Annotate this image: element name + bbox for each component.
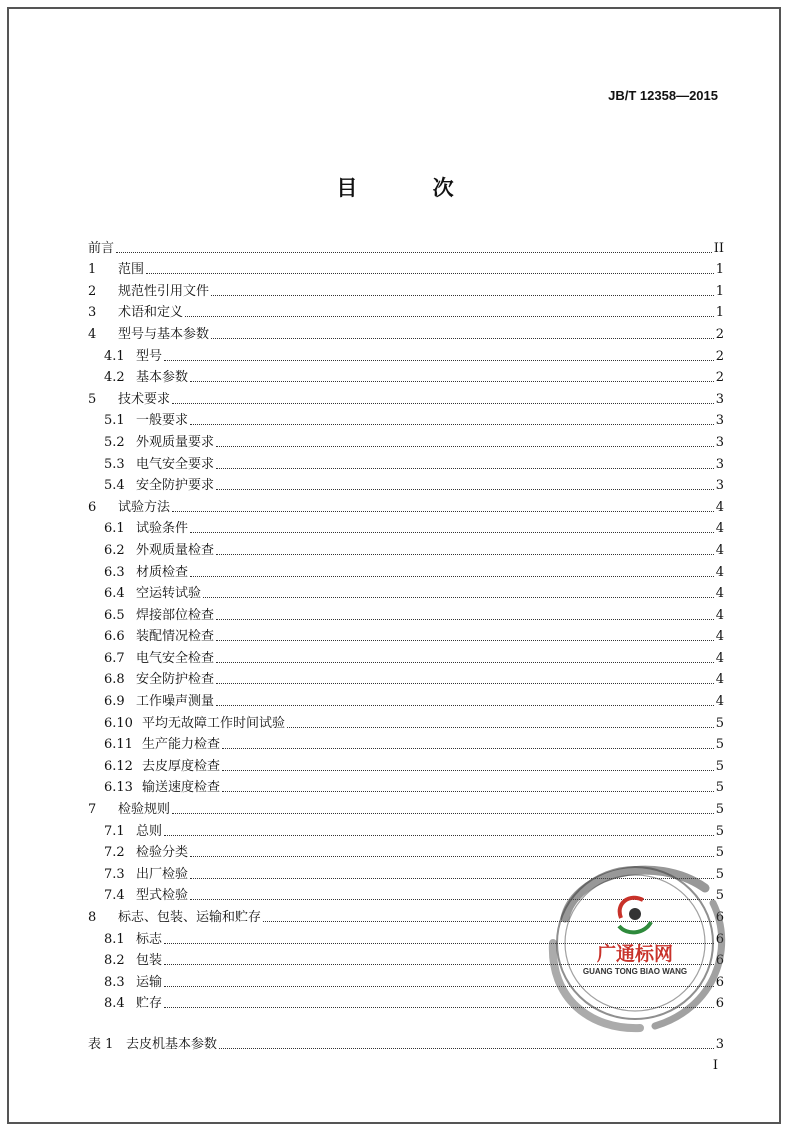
toc-entry-number: 8.2 bbox=[104, 953, 125, 969]
toc-dot-leader bbox=[185, 316, 714, 317]
toc-page-number: 5 bbox=[715, 845, 724, 861]
toc-entry-number: 6 bbox=[88, 499, 97, 515]
toc-entry-title: 安全防护检查 bbox=[136, 672, 215, 688]
toc-entry-number: 6.1 bbox=[104, 521, 125, 537]
toc-dot-leader bbox=[190, 381, 714, 382]
toc-entry-title: 材质检查 bbox=[136, 564, 189, 580]
toc-entry-number: 6.11 bbox=[104, 737, 133, 753]
toc-entry-title: 技术要求 bbox=[118, 391, 171, 407]
toc-row[interactable] bbox=[88, 559, 724, 581]
toc-dot-leader bbox=[211, 295, 714, 296]
toc-dot-leader bbox=[216, 662, 714, 663]
toc-entry-label bbox=[88, 651, 214, 667]
toc-entry-number: 6.9 bbox=[104, 694, 125, 710]
toc-entry-title: 术语和定义 bbox=[118, 305, 184, 321]
toc-page-number: 3 bbox=[715, 434, 724, 450]
toc-entry-label bbox=[88, 672, 214, 688]
toc-entry-label bbox=[88, 262, 144, 278]
toc-dot-leader bbox=[164, 835, 714, 836]
toc-entry-title: 电气安全要求 bbox=[136, 456, 215, 472]
toc-entry-title: 标志 bbox=[136, 931, 163, 947]
toc-entry-label bbox=[88, 888, 188, 904]
toc-row[interactable] bbox=[88, 667, 724, 689]
toc-entry-title: 范围 bbox=[118, 262, 145, 278]
toc-page-number: 3 bbox=[715, 413, 724, 429]
toc-page-number: 2 bbox=[715, 348, 724, 364]
toc-row[interactable] bbox=[88, 494, 724, 516]
toc-entry-label bbox=[88, 284, 209, 300]
toc-dot-leader bbox=[172, 403, 714, 404]
toc-row[interactable] bbox=[88, 429, 724, 451]
toc-entry-number: 1 bbox=[88, 262, 97, 278]
toc-row[interactable] bbox=[88, 581, 724, 603]
toc-entry-title: 去皮机基本参数 bbox=[126, 1036, 218, 1052]
toc-row[interactable] bbox=[88, 645, 724, 667]
toc-entry-number: 4.2 bbox=[104, 370, 125, 386]
toc-dot-leader bbox=[216, 554, 714, 555]
toc-page-number: 4 bbox=[715, 607, 724, 623]
toc-entry-label bbox=[88, 565, 188, 581]
logo-green-swoosh bbox=[619, 922, 651, 932]
toc-dot-leader bbox=[222, 770, 714, 771]
toc-entry-label bbox=[88, 608, 214, 624]
toc-entry-label bbox=[88, 780, 220, 796]
toc-entry-label bbox=[88, 478, 214, 494]
toc-dot-leader bbox=[216, 705, 714, 706]
toc-entry-title: 生产能力检查 bbox=[142, 737, 221, 753]
toc-entry-title: 型号 bbox=[136, 348, 163, 364]
toc-page-number: 4 bbox=[715, 499, 724, 515]
toc-entry-number: 6.5 bbox=[104, 607, 125, 623]
toc-entry-title: 电气安全检查 bbox=[136, 650, 215, 666]
toc-page-number: 5 bbox=[715, 715, 724, 731]
toc-dot-leader bbox=[216, 619, 714, 620]
toc-page-number: II bbox=[713, 240, 724, 256]
toc-entry-number: 5.2 bbox=[104, 434, 125, 450]
toc-entry-title: 空运转试验 bbox=[136, 586, 202, 602]
toc-entry-number: 8.3 bbox=[104, 974, 125, 990]
toc-row[interactable] bbox=[88, 235, 724, 257]
toc-page-number: 4 bbox=[715, 694, 724, 710]
toc-row[interactable] bbox=[88, 796, 724, 818]
toc-row[interactable] bbox=[88, 516, 724, 538]
toc-page-number: 4 bbox=[715, 586, 724, 602]
toc-entry-number: 6.10 bbox=[104, 715, 133, 731]
toc-page-number: 1 bbox=[715, 305, 724, 321]
toc-entry-label bbox=[88, 586, 201, 602]
toc-page-number: 4 bbox=[715, 564, 724, 580]
toc-entry-number: 6.6 bbox=[104, 629, 125, 645]
toc-entry-title: 焊接部位检查 bbox=[136, 607, 215, 623]
toc-dot-leader bbox=[172, 813, 714, 814]
toc-dot-leader bbox=[216, 446, 714, 447]
toc-page-number: 6 bbox=[715, 974, 724, 990]
toc-page-number: 5 bbox=[715, 737, 724, 753]
toc-row[interactable] bbox=[88, 688, 724, 710]
toc-row[interactable] bbox=[88, 321, 724, 343]
toc-entry-title: 外观质量检查 bbox=[136, 542, 215, 558]
toc-entry-number: 6.3 bbox=[104, 564, 125, 580]
toc-entry-number: 7.4 bbox=[104, 888, 125, 904]
toc-row[interactable] bbox=[88, 624, 724, 646]
toc-page-number: 5 bbox=[715, 802, 724, 818]
watermark-cn-text: 广通标网 bbox=[596, 943, 674, 965]
toc-entry-title: 去皮厚度检查 bbox=[142, 758, 221, 774]
toc-entry-title: 包装 bbox=[136, 953, 163, 969]
toc-page-number: 2 bbox=[715, 326, 724, 342]
toc-entry-label bbox=[88, 845, 188, 861]
toc-page-number: 6 bbox=[715, 910, 724, 925]
toc-row[interactable] bbox=[88, 278, 724, 300]
toc-entry-label bbox=[88, 953, 162, 969]
toc-entry-title: 平均无故障工作时间试验 bbox=[142, 715, 286, 731]
toc-entry-number: 2 bbox=[88, 283, 97, 299]
toc-entry-label bbox=[88, 457, 214, 473]
toc-entry-number: 5.1 bbox=[104, 413, 125, 429]
toc-entry-title: 型式检验 bbox=[136, 888, 189, 904]
toc-entry-label bbox=[88, 1037, 217, 1053]
toc-entry-label bbox=[88, 932, 162, 948]
toc-dot-leader bbox=[190, 532, 714, 533]
toc-page-number: 6 bbox=[715, 996, 724, 1012]
toc-row[interactable] bbox=[88, 473, 724, 495]
toc-dot-leader bbox=[116, 252, 712, 253]
toc-page-number: 4 bbox=[715, 672, 724, 688]
toc-entry-label bbox=[88, 802, 170, 818]
toc-entry-number: 8.1 bbox=[104, 931, 125, 947]
toc-entry-label bbox=[88, 392, 170, 408]
toc-entry-title: 规范性引用文件 bbox=[118, 283, 210, 299]
toc-dot-leader bbox=[146, 273, 714, 274]
toc-dot-leader bbox=[219, 1048, 714, 1049]
toc-page-number: 5 bbox=[715, 758, 724, 774]
toc-row[interactable] bbox=[88, 818, 724, 840]
toc-row[interactable] bbox=[88, 537, 724, 559]
toc-page-number: 6 bbox=[715, 953, 724, 969]
toc-page-number: 3 bbox=[715, 478, 724, 494]
toc-entry-label bbox=[88, 910, 261, 926]
toc-dot-leader bbox=[216, 489, 714, 490]
toc-page-number: 5 bbox=[715, 888, 724, 904]
toc-entry-label bbox=[88, 241, 114, 257]
toc-entry-title: 标志、包装、运输和贮存 bbox=[118, 910, 262, 925]
toc-entry-number: 6.2 bbox=[104, 542, 125, 558]
toc-entry-label bbox=[88, 521, 188, 537]
toc-entry-number: 表 1 bbox=[88, 1036, 114, 1052]
toc-dot-leader bbox=[216, 468, 714, 469]
toc-entry-number: 5.4 bbox=[104, 478, 125, 494]
toc-entry-label bbox=[88, 867, 188, 883]
toc-entry-title: 前言 bbox=[88, 240, 115, 256]
toc-entry-title: 检验规则 bbox=[118, 802, 171, 818]
toc-entry-number: 6.8 bbox=[104, 672, 125, 688]
toc-page-number: 4 bbox=[715, 650, 724, 666]
toc-entry-title: 总则 bbox=[136, 823, 163, 839]
toc-dot-leader bbox=[222, 791, 714, 792]
toc-entry-number: 6.7 bbox=[104, 650, 125, 666]
toc-dot-leader bbox=[211, 338, 714, 339]
toc-page-number: 5 bbox=[715, 823, 724, 839]
toc-entry-number: 4 bbox=[88, 326, 97, 342]
toc-entry-label bbox=[88, 435, 214, 451]
toc-entry-label bbox=[88, 349, 162, 365]
toc-entry-number: 6.4 bbox=[104, 586, 125, 602]
toc-dot-leader bbox=[164, 360, 714, 361]
toc-row[interactable] bbox=[88, 753, 724, 775]
toc-entry-title: 基本参数 bbox=[136, 370, 189, 386]
toc-row[interactable] bbox=[88, 343, 724, 365]
toc-entry-label bbox=[88, 759, 220, 775]
toc-dot-leader bbox=[172, 511, 714, 512]
toc-entry-number: 3 bbox=[88, 305, 97, 321]
toc-entry-label bbox=[88, 824, 162, 840]
logo-mark-icon bbox=[619, 898, 651, 933]
toc-entry-title: 安全防护要求 bbox=[136, 478, 215, 494]
standard-code: JB/T 12358—2015 bbox=[608, 88, 718, 103]
toc-entry-number: 7 bbox=[88, 802, 97, 818]
toc-page-number: 5 bbox=[715, 780, 724, 796]
toc-entry-title: 检验分类 bbox=[136, 845, 189, 861]
toc-page-number: 4 bbox=[715, 521, 724, 537]
toc-entry-number: 7.3 bbox=[104, 866, 125, 882]
toc-entry-title: 外观质量要求 bbox=[136, 434, 215, 450]
toc-row[interactable] bbox=[88, 732, 724, 754]
toc-entry-label bbox=[88, 370, 188, 386]
toc-page-number: 3 bbox=[715, 391, 724, 407]
toc-row[interactable] bbox=[88, 710, 724, 732]
toc-row[interactable] bbox=[88, 257, 724, 279]
toc-entry-label bbox=[88, 737, 220, 753]
toc-entry-title: 装配情况检查 bbox=[136, 629, 215, 645]
toc-entry-number: 7.2 bbox=[104, 845, 125, 861]
toc-dot-leader bbox=[203, 597, 714, 598]
toc-row[interactable] bbox=[88, 775, 724, 797]
toc-dot-leader bbox=[222, 748, 714, 749]
toc-dot-leader bbox=[190, 424, 714, 425]
toc-page-number: 3 bbox=[715, 1036, 724, 1052]
toc-entry-number: 6.13 bbox=[104, 780, 133, 796]
toc-page-number: 1 bbox=[715, 283, 724, 299]
toc-entry-label bbox=[88, 543, 214, 559]
toc-page-number: 4 bbox=[715, 629, 724, 645]
toc-page-number: 5 bbox=[715, 866, 724, 882]
toc-entry-number: 8.4 bbox=[104, 996, 125, 1012]
toc-entry-title: 试验条件 bbox=[136, 521, 189, 537]
toc-entry-number: 5 bbox=[88, 391, 97, 407]
toc-entry-title: 试验方法 bbox=[118, 499, 171, 515]
toc-entry-label bbox=[88, 629, 214, 645]
toc-page-number: 6 bbox=[715, 931, 724, 947]
toc-row[interactable] bbox=[88, 451, 724, 473]
toc-page-number: 3 bbox=[715, 456, 724, 472]
toc-page-number: 1 bbox=[715, 262, 724, 278]
toc-entry-label bbox=[88, 716, 285, 732]
toc-entry-title: 型号与基本参数 bbox=[118, 326, 210, 342]
toc-entry-label bbox=[88, 413, 188, 429]
toc-entry-label bbox=[88, 975, 162, 991]
toc-entry-label bbox=[88, 996, 162, 1012]
toc-row[interactable] bbox=[88, 408, 724, 430]
toc-dot-leader bbox=[190, 576, 714, 577]
toc-entry-number: 6.12 bbox=[104, 758, 133, 774]
toc-entry-title: 运输 bbox=[136, 974, 163, 990]
toc-row[interactable] bbox=[88, 386, 724, 408]
toc-page-number: 4 bbox=[715, 542, 724, 558]
toc-entry-number: 8 bbox=[88, 910, 97, 925]
toc-entry-label bbox=[88, 305, 183, 321]
watermark-logo bbox=[535, 848, 735, 1038]
toc-entry-number: 4.1 bbox=[104, 348, 125, 364]
toc-dot-leader bbox=[287, 727, 714, 728]
toc-row[interactable] bbox=[88, 602, 724, 624]
toc-row[interactable] bbox=[88, 365, 724, 387]
toc-entry-label bbox=[88, 694, 214, 710]
logo-dot bbox=[629, 908, 641, 920]
toc-entry-title: 输送速度检查 bbox=[142, 780, 221, 796]
toc-entry-label bbox=[88, 500, 170, 516]
page-title: 目 次 bbox=[336, 175, 488, 200]
toc-row[interactable] bbox=[88, 300, 724, 322]
toc-entry-label bbox=[88, 327, 209, 343]
toc-dot-leader bbox=[216, 640, 714, 641]
toc-entry-title: 出厂检验 bbox=[136, 866, 189, 882]
toc-entry-title: 一般要求 bbox=[136, 413, 189, 429]
toc-entry-number: 5.3 bbox=[104, 456, 125, 472]
toc-page-number: 2 bbox=[715, 370, 724, 386]
toc-entry-title: 工作噪声测量 bbox=[136, 694, 215, 710]
toc-entry-number: 7.1 bbox=[104, 823, 125, 839]
toc-entry-title: 贮存 bbox=[136, 996, 163, 1012]
watermark-en-text: GUANG TONG BIAO WANG bbox=[582, 967, 688, 976]
page-number: I bbox=[712, 1058, 718, 1073]
toc-dot-leader bbox=[216, 683, 714, 684]
